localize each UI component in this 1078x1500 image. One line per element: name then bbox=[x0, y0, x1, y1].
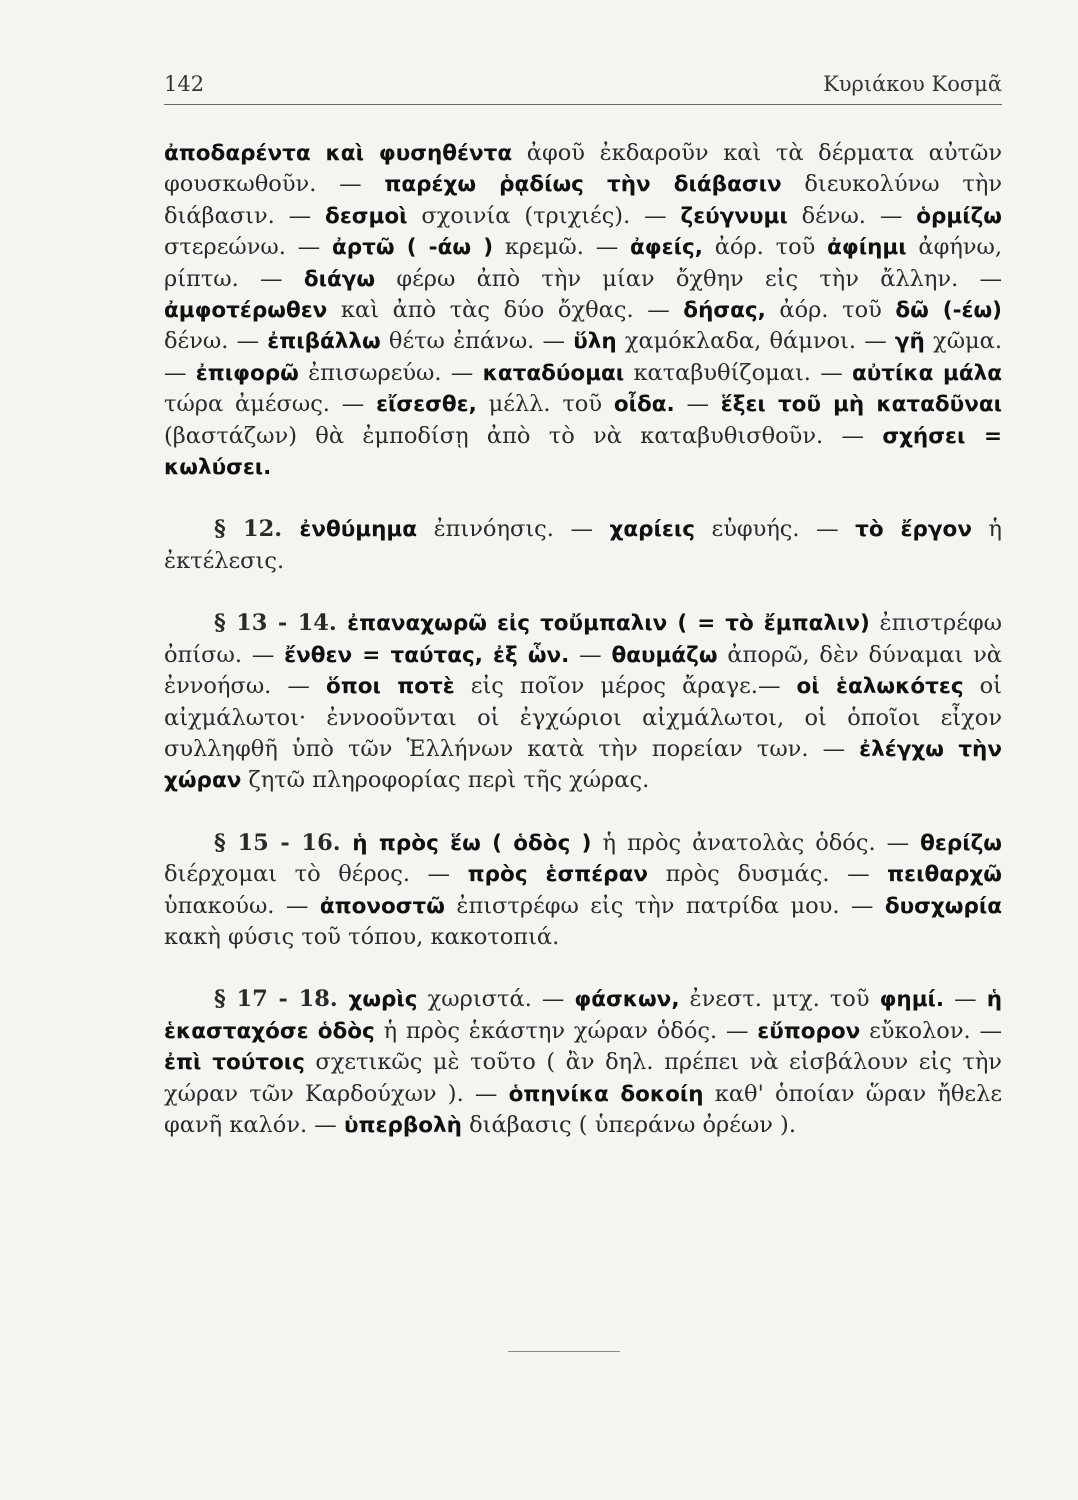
gloss-text: — bbox=[944, 986, 987, 1013]
glossary-term: ἐλέγχω τὴν χώραν bbox=[164, 736, 1002, 794]
gloss-text: διευκολύνω τὴν διάβασιν. — bbox=[164, 171, 1003, 229]
glossary-term: χαρίεις bbox=[609, 517, 695, 543]
glossary-term: θερίζω bbox=[920, 830, 1002, 856]
section-number: § 17 - 18. bbox=[214, 986, 349, 1013]
glossary-term: ἀποδαρέντα καὶ φυσηθέντα bbox=[164, 141, 513, 166]
glossary-term: δῶ (-έω) bbox=[895, 298, 1003, 324]
gloss-text: ὑπακούω. — bbox=[164, 892, 320, 919]
glossary-term: ἡ ἑκασταχόσε ὁδὸς bbox=[164, 987, 1002, 1044]
gloss-text: (βαστάζων) θὰ ἐμποδίσῃ ἀπὸ τὸ νὰ καταβυθισθοῦν. — bbox=[164, 422, 883, 449]
glossary-term: φάσκων, bbox=[574, 987, 680, 1013]
glossary-term: ὑπερβολὴ bbox=[343, 1112, 462, 1138]
glossary-term: δεσμοὶ bbox=[325, 203, 408, 229]
gloss-text: εἰς ποῖον μέρος ἄραγε.— bbox=[454, 673, 797, 700]
gloss-text: ἀφοῦ ἐκδαροῦν καὶ τὰ δέρματα αὐτῶν φουσκωθοῦν. — bbox=[164, 140, 1002, 198]
gloss-text: εὐφυής. — bbox=[695, 516, 856, 543]
glossary-term: παρέχω ῥᾳδίως τὴν διάβασιν bbox=[384, 172, 782, 198]
gloss-text: οἱ αἰχμάλωτοι· ἐννοοῦνται οἱ ἐγχώριοι αἰχμάλωτοι, οἱ ὁποῖοι εἶχον συλληφθῆ ὑπὸ τῶν Ἑλλήνων κατὰ τὴν πορείαν των. — bbox=[164, 673, 1003, 762]
glossary-term: ὅποι ποτὲ bbox=[325, 674, 455, 700]
running-title-author: Κυριάκου Κοσμᾶ bbox=[823, 72, 1002, 96]
gloss-text: χαμόκλαδα, θάμνοι. — bbox=[616, 328, 895, 355]
glossary-term: ζεύγνυμι bbox=[680, 203, 788, 229]
glossary-term: εἴσεσθε, bbox=[376, 392, 477, 418]
section-number: § 12. bbox=[214, 516, 300, 543]
gloss-text: ἐπινόησις. — bbox=[417, 516, 610, 543]
glossary-term: οἱ ἑαλωκότες bbox=[796, 674, 964, 700]
page-body bbox=[164, 138, 1002, 1141]
gloss-text: διάβασις ( ὑπεράνω ὀρέων ). bbox=[461, 1111, 796, 1138]
glossary-term: ἐπὶ τούτοις bbox=[164, 1050, 305, 1076]
gloss-text: χῶμα.— bbox=[164, 328, 1003, 386]
running-header bbox=[164, 72, 1002, 96]
glossary-term: ὁρμίζω bbox=[916, 203, 1002, 229]
glossary-term: τὸ ἔργον bbox=[855, 517, 972, 543]
glossary-term: καταδύομαι bbox=[482, 360, 625, 386]
glossary-term: αὐτίκα μάλα bbox=[851, 360, 1002, 386]
glossary-term: θαυμάζω bbox=[611, 642, 718, 668]
section-number: § 15 - 16. bbox=[214, 829, 353, 856]
gloss-text: χωριστά. — bbox=[417, 986, 575, 1013]
glossary-term: ἐπιβάλλω bbox=[267, 329, 381, 355]
paragraph-section-12 bbox=[164, 514, 1002, 577]
paragraph-section-15-16 bbox=[164, 828, 1002, 954]
glossary-term: ὕλη bbox=[573, 329, 617, 355]
gloss-text: καταβυθίζομαι. — bbox=[624, 359, 852, 386]
gloss-text: ἡ ἐκτέλεσις. bbox=[164, 516, 1003, 574]
gloss-text: δένω. — bbox=[787, 202, 917, 229]
gloss-text: ἐνεστ. μτχ. τοῦ bbox=[679, 986, 880, 1013]
glossary-term: σχήσει = κωλύσει. bbox=[164, 423, 1002, 481]
gloss-text: ἀόρ. τοῦ bbox=[765, 297, 896, 324]
glossary-term: χωρὶς bbox=[348, 987, 418, 1013]
glossary-term: ἀφίημι bbox=[827, 235, 907, 261]
glossary-term: ἀφείς, bbox=[630, 235, 703, 261]
gloss-text: πρὸς δυσμάς. — bbox=[647, 861, 888, 888]
footer-rule bbox=[508, 1351, 620, 1352]
gloss-text: κακὴ φύσις τοῦ τόπου, κακοτοπιά. bbox=[164, 923, 560, 950]
glossary-term: δυσχωρία bbox=[884, 893, 1002, 919]
glossary-term: ἐπαναχωρῶ εἰς τοὔμπαλιν ( = τὸ ἔμπαλιν) bbox=[347, 611, 870, 637]
gloss-text: τώρα ἀμέσως. — bbox=[164, 391, 377, 418]
gloss-text: ἡ πρὸς ἑκάστην χώραν ὁδός. — bbox=[374, 1017, 758, 1044]
gloss-text: καὶ ἀπὸ τὰς δύο ὄχθας. — bbox=[327, 297, 684, 324]
glossary-term: πειθαρχῶ bbox=[887, 862, 1002, 888]
glossary-term: ἐνθύμημα bbox=[299, 517, 418, 543]
gloss-text: εὔκολον. — bbox=[860, 1017, 1002, 1044]
glossary-term: διάγω bbox=[303, 266, 376, 292]
paragraph-intro bbox=[164, 138, 1002, 483]
paragraph-section-13-14 bbox=[164, 608, 1002, 796]
glossary-term: ὁπηνίκα δοκοίη bbox=[508, 1081, 704, 1107]
gloss-text: — bbox=[569, 641, 612, 668]
gloss-text: σχοινία (τριχιές). — bbox=[407, 202, 681, 229]
gloss-text: ἡ πρὸς ἀνατολὰς ὁδός. — bbox=[591, 829, 921, 856]
page-number: 142 bbox=[164, 72, 205, 96]
glossary-term: ἡ πρὸς ἕω ( ὁδὸς ) bbox=[352, 830, 592, 856]
gloss-text: — bbox=[674, 391, 721, 418]
header-rule bbox=[164, 104, 1002, 105]
gloss-text: φέρω ἀπὸ τὴν μίαν ὄχθην εἰς τὴν ἄλλην. — bbox=[375, 265, 1003, 292]
gloss-text: ἀφήνω, ρίπτω. — bbox=[164, 234, 1003, 292]
section-number: § 13 - 14. bbox=[214, 610, 348, 637]
gloss-text: ἐπιστρέφω εἰς τὴν πατρίδα μου. — bbox=[444, 892, 885, 919]
gloss-text: ζητῶ πληροφορίας περὶ τῆς χώρας. bbox=[241, 767, 650, 794]
glossary-term: ἀπονοστῶ bbox=[319, 893, 445, 919]
glossary-term: ἐπιφορῶ bbox=[195, 360, 299, 386]
glossary-term: εὔπορον bbox=[757, 1018, 861, 1044]
gloss-text: μέλλ. τοῦ bbox=[476, 391, 614, 418]
gloss-text: ἀπορῶ, δὲν δύναμαι νὰ ἐννοήσω. — bbox=[164, 641, 1002, 700]
gloss-text: καθ' ὁποίαν ὥραν ἤθελε φανῆ καλόν. — bbox=[164, 1080, 1002, 1138]
paragraph-section-17-18 bbox=[164, 984, 1002, 1141]
glossary-term: ἕξει τοῦ μὴ καταδῦναι bbox=[720, 392, 1002, 418]
gloss-text: στερεώνω. — bbox=[164, 234, 332, 261]
gloss-text: ἀόρ. τοῦ bbox=[702, 234, 828, 261]
glossary-term: γῆ bbox=[894, 329, 925, 355]
glossary-term: πρὸς ἑσπέραν bbox=[467, 862, 648, 888]
gloss-text: κρεμῶ. — bbox=[493, 234, 631, 261]
gloss-text: θέτω ἐπάνω. — bbox=[380, 328, 574, 355]
gloss-text: ἐπισωρεύω. — bbox=[298, 359, 483, 386]
glossary-term: φημί. bbox=[879, 987, 945, 1013]
gloss-text: δένω. — bbox=[164, 328, 268, 355]
glossary-term: ἀρτῶ ( -άω ) bbox=[332, 235, 494, 261]
gloss-text: ἐπιστρέφω ὀπίσω. — bbox=[164, 610, 1002, 668]
gloss-text: διέρχομαι τὸ θέρος. — bbox=[164, 861, 468, 888]
gloss-text: σχετικῶς μὲ τοῦτο ( ἂν δηλ. πρέπει νὰ εἰσβάλουν εἰς τὴν χώραν τῶν Καρδούχων ). — bbox=[164, 1049, 1002, 1107]
glossary-term: ἔνθεν = ταύτας, ἐξ ὧν. bbox=[284, 642, 570, 668]
glossary-term: οἶδα. bbox=[613, 392, 675, 418]
glossary-term: δήσας, bbox=[683, 298, 766, 324]
glossary-term: ἀμφοτέρωθεν bbox=[164, 298, 328, 324]
